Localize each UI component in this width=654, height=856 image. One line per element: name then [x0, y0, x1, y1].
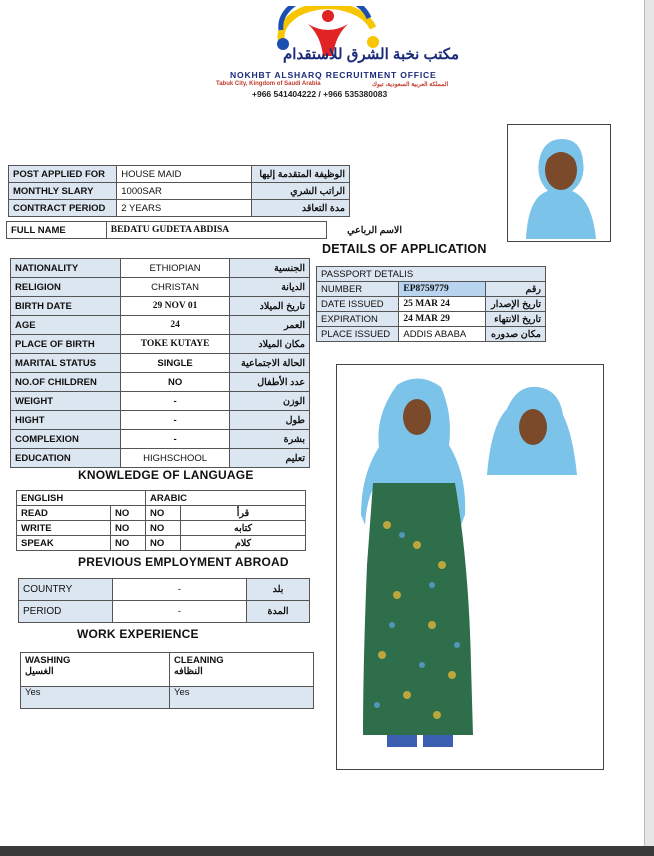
speak-arabic-value: NO	[146, 536, 181, 551]
education-value: HIGHSCHOOL	[120, 449, 230, 468]
religion-label: RELIGION	[11, 278, 121, 297]
company-location: Tabuk City, Kingdom of Saudi Arabia	[216, 81, 321, 87]
passport-number-value: EP8759779	[399, 282, 485, 297]
country-value: -	[113, 579, 247, 601]
contract-label-arabic: مدة التعاقد	[251, 200, 349, 217]
place-issued-label: PLACE ISSUED	[317, 327, 399, 342]
write-arabic-value: NO	[146, 521, 181, 536]
period-label-arabic: المدة	[247, 601, 310, 623]
passport-title: PASSPORT DETALIS	[317, 267, 546, 282]
birth-date-value: 29 NOV 01	[120, 297, 230, 316]
salary-label-arabic: الراتب الشري	[251, 183, 349, 200]
nationality-value: ETHIOPIAN	[120, 259, 230, 278]
employment-heading: PREVIOUS EMPLOYMENT ABROAD	[78, 555, 289, 569]
arabic-column-header: ARABIC	[146, 491, 306, 506]
post-label-arabic: الوظيفة المتقدمة إليها	[251, 166, 349, 183]
birth-date-label-arabic: تاريخ الميلاد	[230, 297, 310, 316]
speak-english-value: NO	[111, 536, 146, 551]
contract-value: 2 YEARS	[117, 200, 251, 217]
nationality-label-arabic: الجنسية	[230, 259, 310, 278]
weight-value: -	[120, 392, 230, 411]
complexion-value: -	[120, 430, 230, 449]
period-label: PERIOD	[19, 601, 113, 623]
passport-number-label-arabic: رقم	[485, 282, 545, 297]
details-heading: DETAILS OF APPLICATION	[322, 242, 487, 256]
read-arabic-value: NO	[146, 506, 181, 521]
cleaning-value: Yes	[170, 687, 314, 709]
post-label: POST APPLIED FOR	[9, 166, 117, 183]
cleaning-label-arabic: النظافه	[174, 666, 203, 677]
country-label-arabic: بلد	[247, 579, 310, 601]
washing-cell	[21, 653, 170, 687]
religion-value: CHRISTAN	[120, 278, 230, 297]
speak-label: SPEAK	[17, 536, 111, 551]
birth-date-label: BIRTH DATE	[11, 297, 121, 316]
marital-status-value: SINGLE	[120, 354, 230, 373]
period-value: -	[113, 601, 247, 623]
place-issued-value: ADDIS ABABA	[399, 327, 485, 342]
washing-label: WASHING	[25, 655, 71, 666]
contract-label: CONTRACT PERIOD	[9, 200, 117, 217]
religion-label-arabic: الديانة	[230, 278, 310, 297]
place-of-birth-value: TOKE KUTAYE	[120, 335, 230, 354]
read-label-arabic: قرأ	[181, 506, 306, 521]
full-name-label: FULL NAME	[7, 222, 107, 239]
salary-label: MONTHLY SLARY	[9, 183, 117, 200]
cleaning-cell	[170, 653, 314, 687]
read-label: READ	[17, 506, 111, 521]
experience-heading: WORK EXPERIENCE	[77, 627, 199, 641]
age-label: AGE	[11, 316, 121, 335]
children-label: NO.OF CHILDREN	[11, 373, 121, 392]
place-issued-label-arabic: مكان صدوره	[485, 327, 545, 342]
education-label-arabic: تعليم	[230, 449, 310, 468]
place-of-birth-label-arabic: مكان الميلاد	[230, 335, 310, 354]
expiration-label: EXPIRATION	[317, 312, 399, 327]
complexion-label-arabic: بشرة	[230, 430, 310, 449]
height-value: -	[120, 411, 230, 430]
read-english-value: NO	[111, 506, 146, 521]
full-name-value: BEDATU GUDETA ABDISA	[106, 222, 327, 239]
post-table	[8, 165, 350, 217]
post-value: HOUSE MAID	[117, 166, 251, 183]
weight-label-arabic: الوزن	[230, 392, 310, 411]
english-column-header: ENGLISH	[17, 491, 146, 506]
place-of-birth-label: PLACE OF BIRTH	[11, 335, 121, 354]
complexion-label: COMPLEXION	[11, 430, 121, 449]
language-table	[16, 490, 306, 551]
passport-table	[316, 266, 546, 342]
company-name-arabic: مكتب نخبة الشرق للاستقدام	[283, 46, 460, 63]
salary-value: 1000SAR	[117, 183, 251, 200]
write-label-arabic: كتابه	[181, 521, 306, 536]
speak-label-arabic: كلام	[181, 536, 306, 551]
marital-status-label: MARITAL STATUS	[11, 354, 121, 373]
date-issued-label: DATE ISSUED	[317, 297, 399, 312]
children-value: NO	[120, 373, 230, 392]
nationality-label: NATIONALITY	[11, 259, 121, 278]
date-issued-value: 25 MAR 24	[399, 297, 485, 312]
country-label: COUNTRY	[19, 579, 113, 601]
age-value: 24	[120, 316, 230, 335]
full-body-photo	[336, 364, 604, 770]
company-location-arabic: المملكة العربية السعودية، تبوك	[372, 82, 449, 88]
company-name-english: NOKHBT ALSHARQ RECRUITMENT OFFICE	[230, 70, 437, 80]
children-label-arabic: عدد الأطفال	[230, 373, 310, 392]
full-name-label-arabic: الاسم الرباعي	[347, 224, 402, 236]
company-phones: +966 541404222 / +966 535380083	[252, 89, 388, 99]
portrait-photo	[507, 124, 611, 242]
viewer-bottom-bar	[0, 846, 654, 856]
weight-label: WEIGHT	[11, 392, 121, 411]
personal-details-table	[10, 258, 310, 468]
age-label-arabic: العمر	[230, 316, 310, 335]
passport-number-label: NUMBER	[317, 282, 399, 297]
washing-label-arabic: الغسيل	[25, 666, 54, 677]
height-label: HIGHT	[11, 411, 121, 430]
height-label-arabic: طول	[230, 411, 310, 430]
date-issued-label-arabic: تاريخ الإصدار	[485, 297, 545, 312]
expiration-value: 24 MAR 29	[399, 312, 485, 327]
viewer-right-edge	[644, 0, 654, 856]
experience-table	[20, 652, 314, 709]
washing-value: Yes	[21, 687, 170, 709]
education-label: EDUCATION	[11, 449, 121, 468]
write-label: WRITE	[17, 521, 111, 536]
employment-table	[18, 578, 310, 623]
full-name-table	[6, 221, 406, 239]
cleaning-label: CLEANING	[174, 655, 224, 666]
write-english-value: NO	[111, 521, 146, 536]
expiration-label-arabic: تاريخ الانتهاء	[485, 312, 545, 327]
marital-status-label-arabic: الحالة الاجتماعية	[230, 354, 310, 373]
language-heading: KNOWLEDGE OF LANGUAGE	[78, 468, 254, 482]
